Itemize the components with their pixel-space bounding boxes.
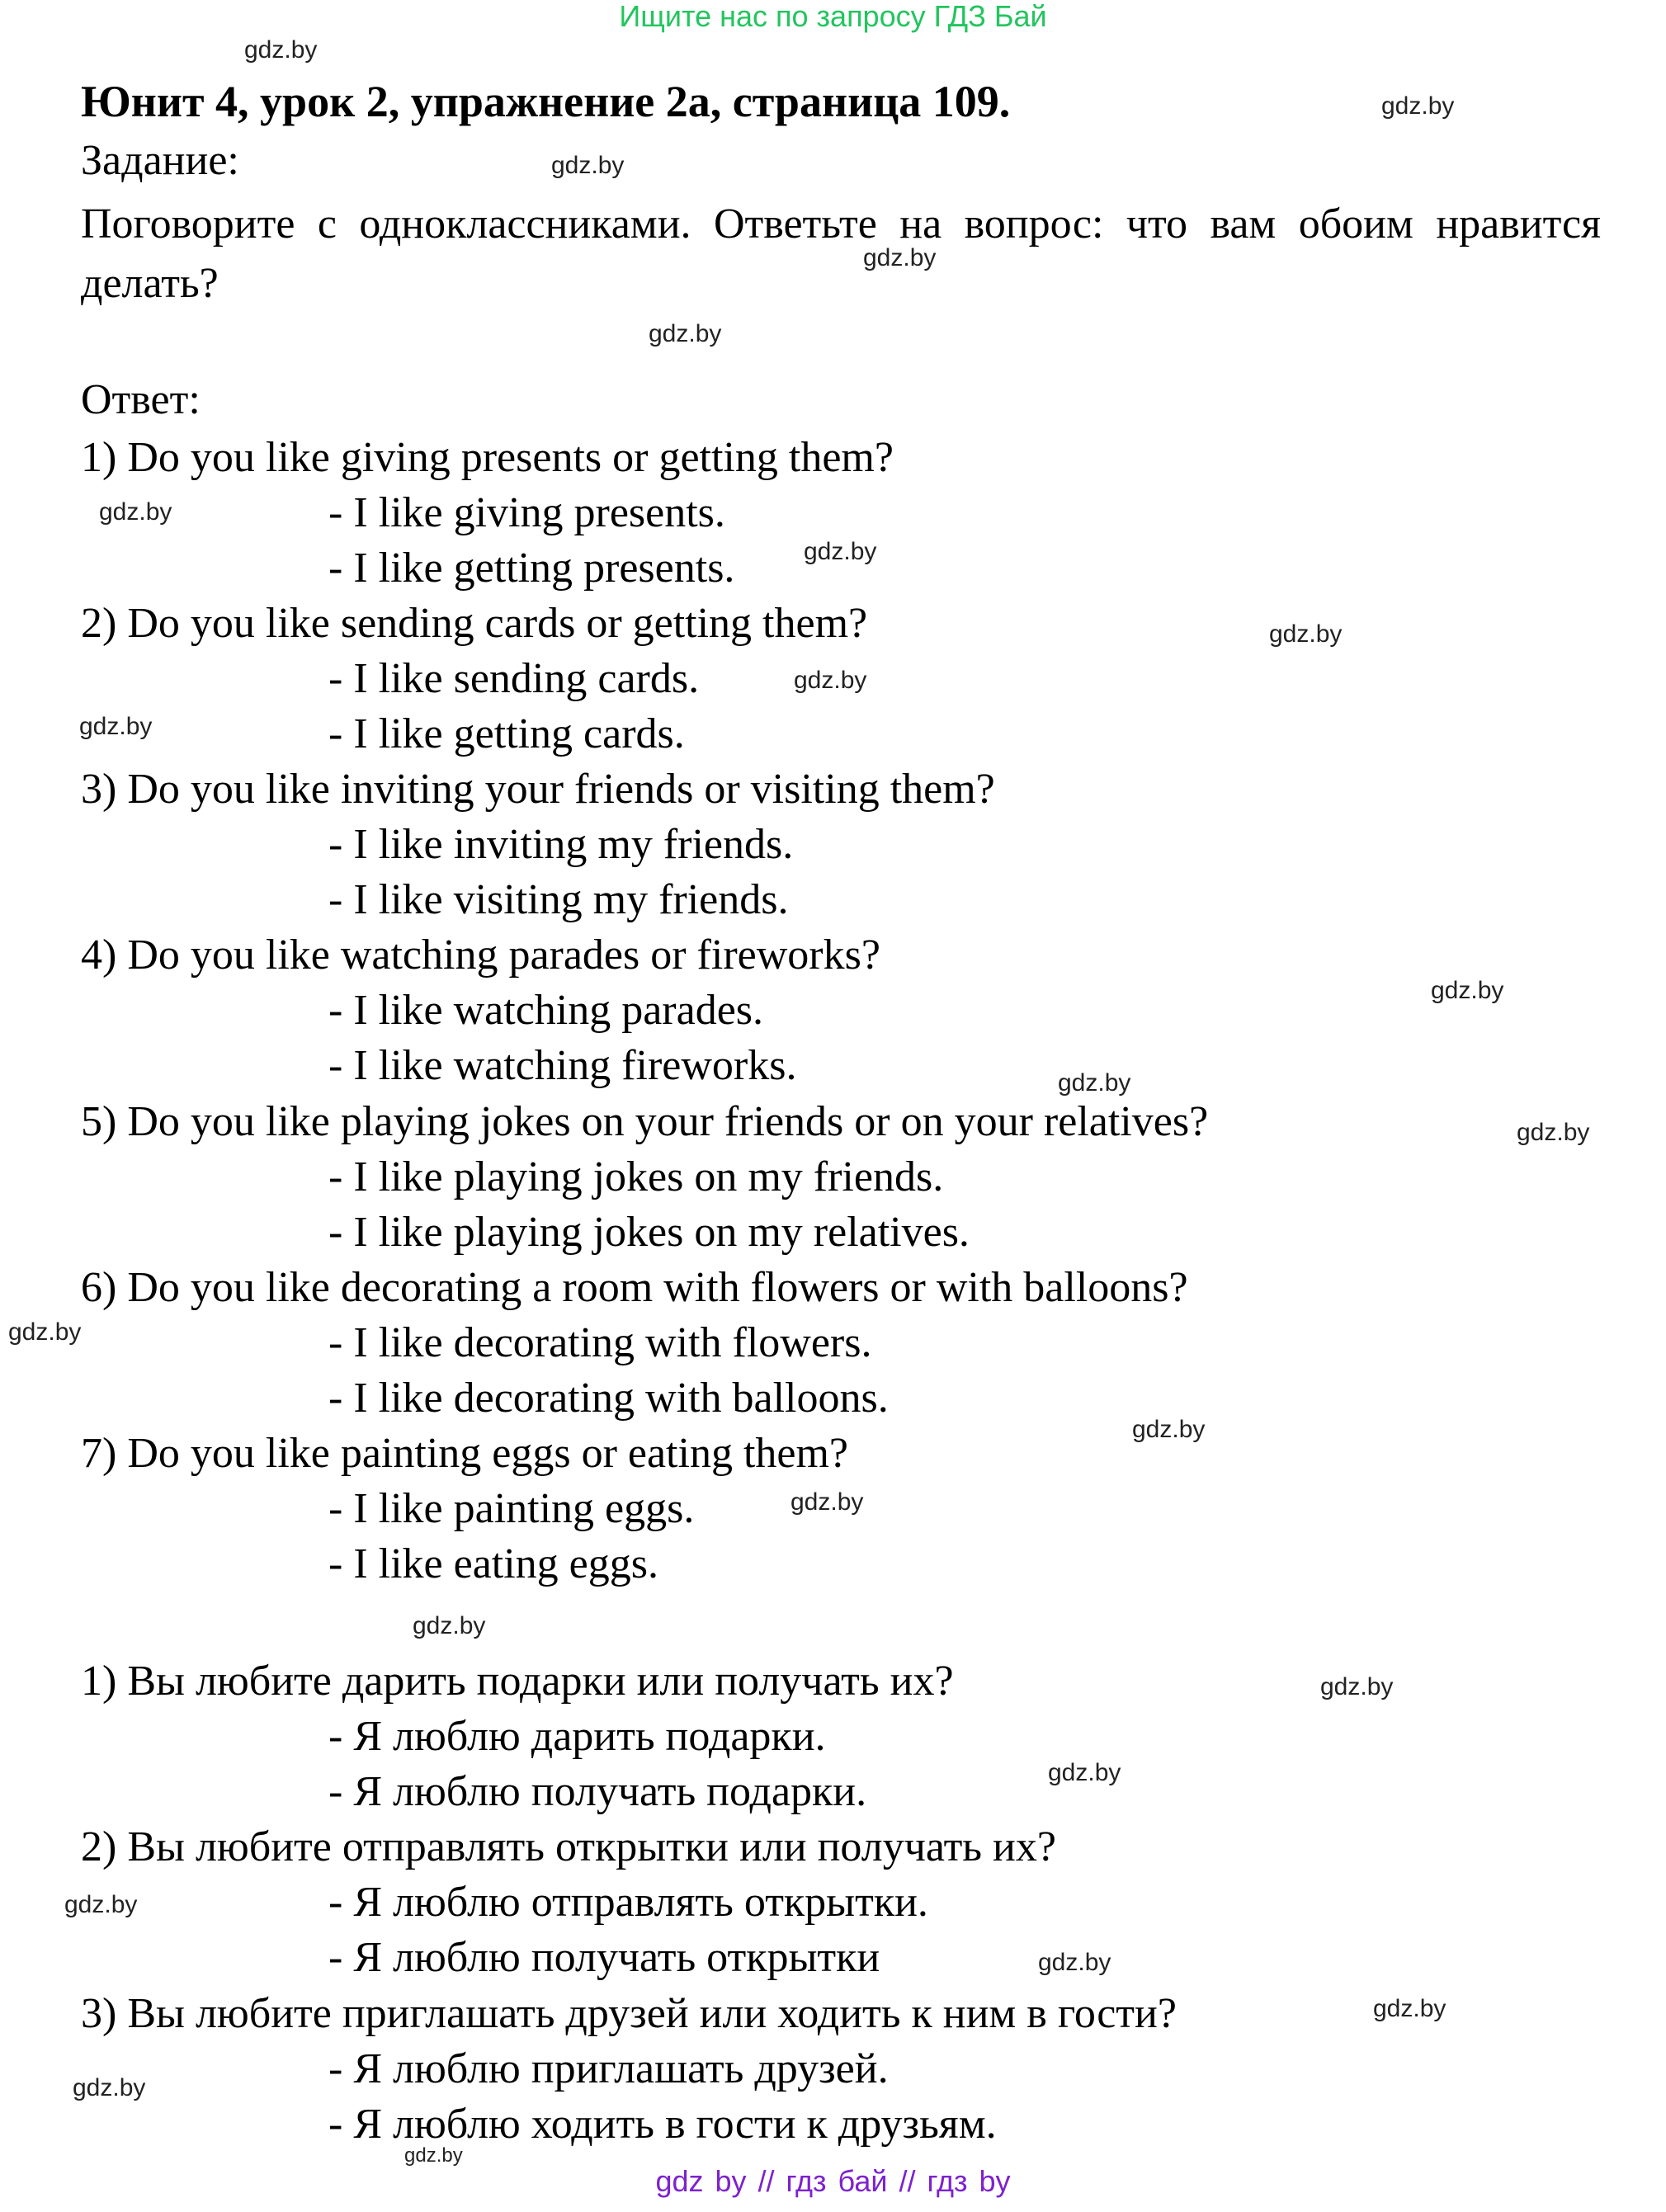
question-1: 1) Do you like giving presents or getting them?: [81, 434, 894, 481]
watermark: gdz.by: [404, 2144, 463, 2167]
watermark: gdz.by: [649, 320, 722, 347]
watermark: gdz.by: [1373, 1995, 1447, 2022]
ru-question-1: 1) Вы любите дарить подарки или получать их?: [81, 1658, 954, 1705]
watermark: gdz.by: [73, 2074, 146, 2101]
watermark: gdz.by: [244, 36, 318, 64]
answer-4a: - I like watching parades.: [328, 987, 764, 1034]
answer-6b: - I like decorating with balloons.: [328, 1375, 889, 1422]
watermark: gdz.by: [1038, 1949, 1111, 1976]
question-3: 3) Do you like inviting your friends or visiting them?: [81, 766, 995, 813]
page-title: Юнит 4, урок 2, упражнение 2а, страница 109.: [81, 77, 1011, 126]
question-4: 4) Do you like watching parades or fireworks?: [81, 931, 880, 979]
ru-answer-1b: - Я люблю получать подарки.: [328, 1768, 867, 1815]
watermark: gdz.by: [804, 538, 877, 565]
answer-3b: - I like visiting my friends.: [328, 876, 789, 923]
question-2: 2) Do you like sending cards or getting them?: [81, 600, 868, 647]
answer-3a: - I like inviting my friends.: [328, 821, 794, 868]
watermark: gdz.by: [1431, 977, 1504, 1004]
ru-question-3: 3) Вы любите приглашать друзей или ходить к ним в гости?: [81, 1990, 1177, 2037]
question-6: 6) Do you like decorating a room with flowers or with balloons?: [81, 1264, 1188, 1311]
watermark: gdz.by: [1058, 1069, 1131, 1097]
watermark: gdz.by: [791, 1488, 864, 1516]
watermark: gdz.by: [1269, 620, 1343, 648]
watermark: gdz.by: [8, 1318, 82, 1346]
ru-answer-3b: - Я люблю ходить в гости к друзьям.: [328, 2101, 997, 2148]
watermark: gdz.by: [1320, 1673, 1394, 1700]
answer-1b: - I like getting presents.: [328, 545, 735, 592]
answer-5a: - I like playing jokes on my friends.: [328, 1153, 944, 1200]
answer-1a: - I like giving presents.: [328, 489, 725, 536]
watermark: gdz.by: [99, 498, 172, 526]
answer-7a: - I like painting eggs.: [328, 1485, 695, 1532]
watermark: gdz.by: [863, 244, 937, 271]
watermark: gdz.by: [64, 1891, 138, 1918]
watermark: gdz.by: [413, 1612, 486, 1639]
watermark: gdz.by: [1132, 1416, 1206, 1443]
answer-2b: - I like getting cards.: [328, 710, 685, 757]
top-banner: Ищите нас по запросу ГДЗ Бай: [619, 0, 1047, 33]
watermark: gdz.by: [1517, 1119, 1590, 1146]
ru-answer-3a: - Я люблю приглашать друзей.: [328, 2045, 889, 2092]
watermark: gdz.by: [551, 152, 625, 179]
ru-answer-2b: - Я люблю получать открытки: [328, 1934, 880, 1981]
answer-7b: - I like eating eggs.: [328, 1540, 658, 1587]
watermark: gdz.by: [794, 667, 867, 694]
watermark: gdz.by: [1381, 92, 1455, 120]
ru-question-2: 2) Вы любите отправлять открытки или получать их?: [81, 1823, 1056, 1870]
ru-answer-2a: - Я люблю отправлять открытки.: [328, 1879, 928, 1926]
answer-2a: - I like sending cards.: [328, 655, 700, 702]
watermark: gdz.by: [79, 713, 153, 740]
answer-6a: - I like decorating with flowers.: [328, 1319, 872, 1366]
task-text: Поговорите с одноклассниками. Ответьте на вопрос: что вам обоим нравится делать?: [81, 200, 1601, 307]
footer: gdz by // гдз бай // гдз by: [655, 2164, 1011, 2198]
question-7: 7) Do you like painting eggs or eating them?: [81, 1430, 849, 1477]
answer-4b: - I like watching fireworks.: [328, 1042, 797, 1089]
question-5: 5) Do you like playing jokes on your friends or on your relatives?: [81, 1098, 1209, 1145]
answer-label: Ответ:: [81, 376, 201, 423]
watermark: gdz.by: [1048, 1759, 1121, 1786]
answer-5b: - I like playing jokes on my relatives.: [328, 1209, 970, 1256]
task-label: Задание:: [81, 137, 239, 184]
ru-answer-1a: - Я люблю дарить подарки.: [328, 1713, 826, 1760]
